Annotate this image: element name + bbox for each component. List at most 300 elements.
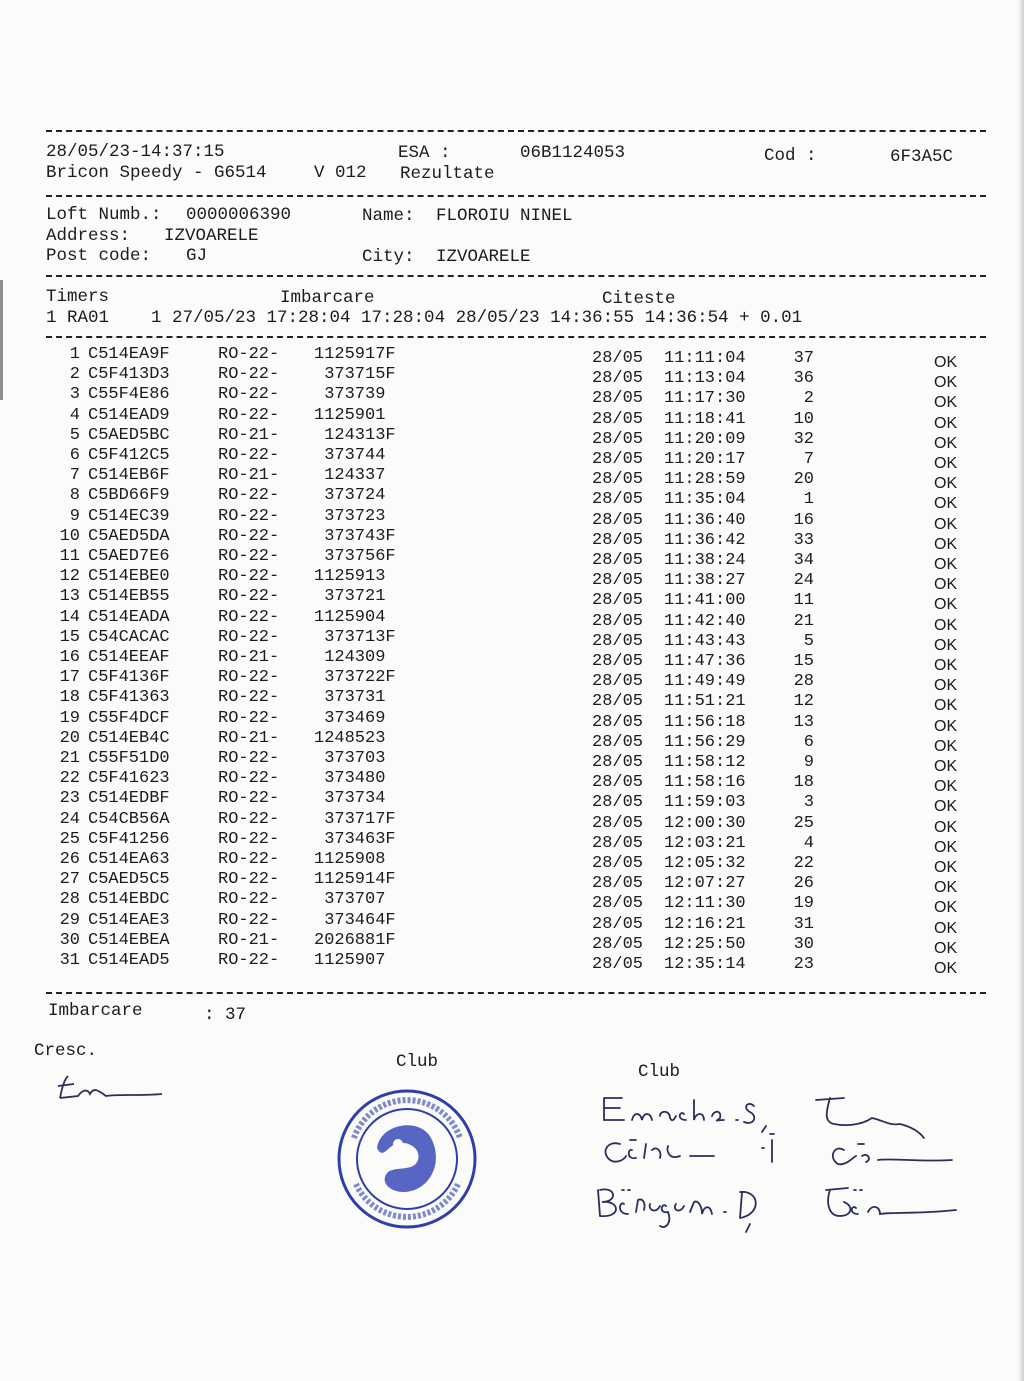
arrival-date: 28/05 xyxy=(592,591,644,611)
ring-number: 373739 xyxy=(314,385,386,405)
arrival-date: 28/05 xyxy=(592,631,644,651)
result-row xyxy=(0,466,1024,493)
ring-number: 373713F xyxy=(314,627,396,647)
result-row xyxy=(0,385,1024,412)
loft-value: 0000006390 xyxy=(186,205,292,225)
result-row xyxy=(0,789,1024,816)
result-row xyxy=(0,648,1024,674)
result-row xyxy=(0,749,1024,775)
result-row xyxy=(0,567,1024,594)
imbarcare-header: Imbarcare xyxy=(280,288,375,308)
ring-code: C514EA9F xyxy=(88,345,170,364)
ring-number: 373744 xyxy=(314,446,386,465)
basket-position: 18 xyxy=(793,773,814,793)
ring-country: RO-22- xyxy=(218,627,280,647)
ring-number: 373722F xyxy=(314,668,396,688)
basket-position: 24 xyxy=(793,571,814,591)
arrival-time: 12:00:30 xyxy=(664,813,746,833)
ring-code: C5F41623 xyxy=(88,769,170,789)
ring-country: RO-22- xyxy=(218,567,280,587)
ring-country: RO-22- xyxy=(218,749,280,768)
status-badge: OK xyxy=(934,737,958,755)
arrival-time: 11:20:17 xyxy=(664,450,746,469)
ring-country: RO-22- xyxy=(218,829,280,849)
result-row xyxy=(0,627,1024,654)
status-badge: OK xyxy=(934,899,958,917)
status-badge: OK xyxy=(934,596,958,614)
status-badge: OK xyxy=(934,535,958,553)
result-row xyxy=(0,708,1024,735)
ring-code: C514EADA xyxy=(88,607,170,627)
result-row xyxy=(0,526,1024,553)
result-row xyxy=(0,809,1024,836)
esa-value: 06B1124053 xyxy=(520,143,626,163)
ring-code: C514EB4C xyxy=(88,728,170,748)
ring-country: RO-22- xyxy=(218,789,280,809)
row-index: 11 xyxy=(59,547,80,566)
arrival-date: 28/05 xyxy=(592,672,644,692)
row-index: 24 xyxy=(59,809,80,829)
ring-number: 373703 xyxy=(314,749,386,768)
ring-country: RO-22- xyxy=(218,951,280,970)
row-index: 30 xyxy=(59,930,80,950)
ring-country: RO-22- xyxy=(218,688,280,708)
basket-position: 10 xyxy=(793,409,814,429)
arrival-time: 12:25:50 xyxy=(664,934,746,954)
arrival-time: 11:17:30 xyxy=(664,389,746,409)
row-index: 22 xyxy=(59,769,80,789)
arrival-date: 28/05 xyxy=(592,611,644,631)
arrival-time: 12:03:21 xyxy=(664,833,746,853)
status-badge: OK xyxy=(934,394,958,412)
arrival-date: 28/05 xyxy=(592,934,644,954)
ring-country: RO-22- xyxy=(218,506,280,526)
row-index: 10 xyxy=(59,526,80,546)
status-badge: OK xyxy=(934,475,958,493)
row-index: 5 xyxy=(69,425,80,445)
basket-position: 20 xyxy=(793,470,814,490)
arrival-time: 11:56:29 xyxy=(664,732,746,752)
ring-country: RO-22- xyxy=(218,587,280,607)
esa-label: ESA : xyxy=(398,143,451,163)
status-badge: OK xyxy=(934,576,958,594)
ring-code: C5AED5C5 xyxy=(88,870,170,890)
arrival-time: 11:42:40 xyxy=(664,611,746,631)
divider-line xyxy=(46,130,986,132)
ring-country: RO-22- xyxy=(218,405,280,425)
row-index: 27 xyxy=(59,870,80,890)
row-index: 26 xyxy=(59,850,80,869)
arrival-date: 28/05 xyxy=(592,854,644,873)
arrival-time: 11:18:41 xyxy=(664,409,746,429)
arrival-date: 28/05 xyxy=(592,409,644,429)
row-index: 16 xyxy=(59,648,80,667)
result-row xyxy=(0,829,1024,856)
ring-code: C5AED5DA xyxy=(88,526,170,546)
ring-number: 124309 xyxy=(314,648,386,667)
ring-country: RO-22- xyxy=(218,547,280,566)
arrival-date: 28/05 xyxy=(592,551,644,570)
row-index: 2 xyxy=(69,365,80,385)
arrival-date: 28/05 xyxy=(592,874,644,894)
basket-position: 12 xyxy=(793,692,814,712)
ring-number: 373731 xyxy=(314,688,386,708)
ring-country: RO-22- xyxy=(218,345,280,364)
row-index: 1 xyxy=(69,345,80,364)
arrival-time: 12:11:30 xyxy=(664,894,746,914)
ring-country: RO-22- xyxy=(218,910,280,930)
ring-country: RO-22- xyxy=(218,365,280,385)
arrival-time: 11:36:40 xyxy=(664,510,746,530)
basket-position: 5 xyxy=(803,631,814,651)
basket-position: 4 xyxy=(803,833,814,853)
basket-position: 36 xyxy=(793,369,814,389)
status-badge: OK xyxy=(934,495,958,513)
basket-position: 25 xyxy=(793,813,814,833)
arrival-date: 28/05 xyxy=(592,510,644,530)
status-badge: OK xyxy=(934,778,958,796)
basket-position: 33 xyxy=(793,530,814,550)
row-index: 12 xyxy=(59,567,80,587)
status-badge: OK xyxy=(934,960,958,977)
status-badge: OK xyxy=(934,879,958,897)
status-badge: OK xyxy=(934,455,958,472)
status-badge: OK xyxy=(934,838,958,856)
row-index: 23 xyxy=(59,789,80,809)
result-row xyxy=(0,910,1024,937)
ring-country: RO-22- xyxy=(218,486,280,506)
arrival-date: 28/05 xyxy=(592,450,644,469)
basket-position: 16 xyxy=(793,510,814,530)
divider-line xyxy=(46,275,986,277)
arrival-time: 11:38:24 xyxy=(664,551,746,570)
arrival-time: 11:20:09 xyxy=(664,429,746,449)
result-row xyxy=(0,425,1024,452)
timer-line: 1 RA01 1 27/05/23 17:28:04 17:28:04 28/05/23 14:36:55 14:36:54 + 0.01 xyxy=(46,308,803,328)
row-index: 19 xyxy=(59,708,80,728)
ring-code: C514EA63 xyxy=(88,850,170,869)
ring-country: RO-22- xyxy=(218,446,280,465)
report-timestamp: 28/05/23-14:37:15 xyxy=(46,142,225,162)
ring-code: C5F41363 xyxy=(88,688,170,708)
status-badge: OK xyxy=(934,859,958,876)
ring-number: 1125901 xyxy=(314,405,386,425)
ring-code: C514EAD9 xyxy=(88,405,170,425)
result-row xyxy=(0,728,1024,755)
arrival-date: 28/05 xyxy=(592,349,644,368)
device-name: Bricon Speedy - G6514 xyxy=(46,163,267,183)
arrival-time: 11:58:12 xyxy=(664,753,746,772)
club-label: Club xyxy=(638,1062,681,1082)
divider-line xyxy=(46,992,986,994)
result-row xyxy=(0,446,1024,472)
ring-code: C5F413D3 xyxy=(88,365,170,385)
basket-position: 23 xyxy=(793,955,814,974)
basket-position: 1 xyxy=(803,490,814,510)
commission-signatures xyxy=(590,1086,970,1246)
arrival-time: 11:56:18 xyxy=(664,712,746,732)
result-row xyxy=(0,405,1024,432)
arrival-date: 28/05 xyxy=(592,955,644,974)
status-badge: OK xyxy=(934,818,958,836)
arrival-time: 12:16:21 xyxy=(664,914,746,934)
arrival-time: 11:36:42 xyxy=(664,530,746,550)
ring-number: 373723 xyxy=(314,506,386,526)
divider-line xyxy=(46,336,986,338)
ring-code: C514EB6F xyxy=(88,466,170,486)
ring-number: 124337 xyxy=(314,466,386,486)
arrival-date: 28/05 xyxy=(592,369,644,389)
ring-country: RO-22- xyxy=(218,850,280,869)
ring-country: RO-22- xyxy=(218,668,280,688)
status-badge: OK xyxy=(934,657,958,674)
basket-position: 28 xyxy=(793,672,814,692)
basket-position: 11 xyxy=(793,591,814,611)
arrival-time: 11:58:16 xyxy=(664,773,746,793)
arrival-date: 28/05 xyxy=(592,833,644,853)
arrival-time: 11:43:43 xyxy=(664,631,746,651)
ring-code: C5F4136F xyxy=(88,668,170,688)
row-index: 3 xyxy=(69,385,80,405)
arrival-date: 28/05 xyxy=(592,429,644,449)
arrival-date: 28/05 xyxy=(592,490,644,510)
result-row xyxy=(0,345,1024,371)
status-badge: OK xyxy=(934,758,958,775)
basket-position: 30 xyxy=(793,934,814,954)
city-value: IZVOARELE xyxy=(436,247,531,267)
ring-number: 1125907 xyxy=(314,951,386,970)
result-row xyxy=(0,890,1024,917)
arrival-time: 11:49:49 xyxy=(664,672,746,692)
arrival-date: 28/05 xyxy=(592,914,644,934)
ring-number: 373463F xyxy=(314,829,396,849)
status-badge: OK xyxy=(934,374,958,392)
ring-country: RO-21- xyxy=(218,728,280,748)
basket-position: 3 xyxy=(803,793,814,813)
ring-country: RO-21- xyxy=(218,425,280,445)
status-badge: OK xyxy=(934,677,958,695)
city-label: City: xyxy=(362,247,415,267)
status-badge: OK xyxy=(934,919,958,937)
status-badge: OK xyxy=(934,697,958,715)
ring-code: C54CACAC xyxy=(88,627,170,647)
result-row xyxy=(0,930,1024,957)
basket-position: 26 xyxy=(793,874,814,894)
arrival-date: 28/05 xyxy=(592,692,644,712)
basket-position: 15 xyxy=(793,652,814,671)
arrival-time: 11:59:03 xyxy=(664,793,746,813)
ring-code: C55F4DCF xyxy=(88,708,170,728)
result-row xyxy=(0,607,1024,634)
status-badge: OK xyxy=(934,636,958,654)
ring-country: RO-22- xyxy=(218,708,280,728)
loft-label: Loft Numb.: xyxy=(46,205,162,225)
post-code-value: GJ xyxy=(186,246,208,266)
ring-country: RO-22- xyxy=(218,526,280,546)
ring-code: C5AED5BC xyxy=(88,425,170,445)
arrival-time: 11:28:59 xyxy=(664,470,746,490)
arrival-time: 12:35:14 xyxy=(664,955,746,974)
device-version: V 012 xyxy=(314,163,367,183)
arrival-time: 11:11:04 xyxy=(664,349,746,368)
name-label: Name: xyxy=(362,206,415,226)
row-index: 31 xyxy=(59,951,80,970)
arrival-time: 11:47:36 xyxy=(664,652,746,671)
arrival-time: 11:38:27 xyxy=(664,571,746,591)
basket-position: 2 xyxy=(803,389,814,409)
arrival-time: 11:35:04 xyxy=(664,490,746,510)
row-index: 7 xyxy=(69,466,80,486)
status-badge: OK xyxy=(934,515,958,533)
basket-position: 32 xyxy=(793,429,814,449)
ring-code: C514EBE0 xyxy=(88,567,170,587)
row-index: 21 xyxy=(59,749,80,768)
result-row xyxy=(0,850,1024,876)
basket-position: 9 xyxy=(803,753,814,772)
arrival-date: 28/05 xyxy=(592,389,644,409)
arrival-time: 11:13:04 xyxy=(664,369,746,389)
ring-number: 373480 xyxy=(314,769,386,789)
address-value: IZVOARELE xyxy=(164,226,259,246)
result-row xyxy=(0,506,1024,533)
row-index: 9 xyxy=(69,506,80,526)
arrival-time: 12:05:32 xyxy=(664,854,746,873)
ring-code: C514EBEA xyxy=(88,930,170,950)
ring-country: RO-21- xyxy=(218,466,280,486)
post-code-label: Post code: xyxy=(46,246,152,266)
basket-position: 22 xyxy=(793,854,814,873)
arrival-date: 28/05 xyxy=(592,652,644,671)
basket-position: 7 xyxy=(803,450,814,469)
result-row xyxy=(0,587,1024,614)
arrival-date: 28/05 xyxy=(592,753,644,772)
row-index: 17 xyxy=(59,668,80,688)
arrival-date: 28/05 xyxy=(592,712,644,732)
ring-country: RO-21- xyxy=(218,648,280,667)
status-badge: OK xyxy=(934,939,958,957)
ring-number: 373469 xyxy=(314,708,386,728)
ring-country: RO-22- xyxy=(218,769,280,789)
cod-label: Cod : xyxy=(764,146,817,166)
arrival-date: 28/05 xyxy=(592,470,644,490)
ring-code: C514EC39 xyxy=(88,506,170,526)
ring-code: C5F41256 xyxy=(88,829,170,849)
address-label: Address: xyxy=(46,226,131,246)
basket-position: 37 xyxy=(793,349,814,368)
result-row xyxy=(0,769,1024,796)
ring-number: 373715F xyxy=(314,365,396,385)
arrival-date: 28/05 xyxy=(592,732,644,752)
basket-position: 31 xyxy=(793,914,814,934)
ring-number: 373756F xyxy=(314,547,396,566)
result-row xyxy=(0,365,1024,392)
ring-number: 1125913 xyxy=(314,567,386,587)
ring-code: C514EEAF xyxy=(88,648,170,667)
row-index: 13 xyxy=(59,587,80,607)
breeder-signature xyxy=(50,1068,170,1108)
ring-number: 373717F xyxy=(314,809,396,829)
name-value: FLOROIU NINEL xyxy=(436,206,573,226)
row-index: 8 xyxy=(69,486,80,506)
result-row xyxy=(0,486,1024,513)
ring-number: 373464F xyxy=(314,910,396,930)
result-row xyxy=(0,688,1024,715)
ring-number: 1125904 xyxy=(314,607,386,627)
arrival-date: 28/05 xyxy=(592,894,644,914)
basket-position: 21 xyxy=(793,611,814,631)
ring-number: 1248523 xyxy=(314,728,386,748)
ring-code: C55F51D0 xyxy=(88,749,170,768)
cod-value: 6F3A5C xyxy=(890,147,954,167)
status-badge: OK xyxy=(934,354,958,371)
result-row xyxy=(0,668,1024,695)
row-index: 6 xyxy=(69,446,80,465)
basket-position: 34 xyxy=(793,551,814,570)
row-index: 28 xyxy=(59,890,80,910)
ring-code: C514EAE3 xyxy=(88,910,170,930)
status-badge: OK xyxy=(934,414,958,432)
imbarcare-total-label: Imbarcare xyxy=(48,1001,143,1021)
club-label: Club xyxy=(396,1052,439,1072)
ring-number: 2026881F xyxy=(314,930,396,950)
ring-number: 124313F xyxy=(314,425,396,445)
arrival-date: 28/05 xyxy=(592,571,644,591)
status-badge: OK xyxy=(934,556,958,573)
status-badge: OK xyxy=(934,434,958,452)
arrival-time: 11:51:21 xyxy=(664,692,746,712)
divider-line xyxy=(46,195,986,197)
ring-code: C514EDBF xyxy=(88,789,170,809)
status-badge: OK xyxy=(934,717,958,735)
ring-number: 373734 xyxy=(314,789,386,809)
ring-country: RO-21- xyxy=(218,930,280,950)
row-index: 25 xyxy=(59,829,80,849)
ring-country: RO-22- xyxy=(218,809,280,829)
ring-code: C5AED7E6 xyxy=(88,547,170,566)
row-index: 15 xyxy=(59,627,80,647)
timers-label: Timers xyxy=(46,287,110,307)
ring-code: C514EB55 xyxy=(88,587,170,607)
basket-position: 19 xyxy=(793,894,814,914)
row-index: 29 xyxy=(59,910,80,930)
result-row xyxy=(0,547,1024,573)
citeste-header: Citeste xyxy=(602,289,676,309)
cresc-label: Cresc. xyxy=(34,1041,98,1061)
ring-code: C5F412C5 xyxy=(88,446,170,465)
arrival-date: 28/05 xyxy=(592,530,644,550)
ring-code: C514EBDC xyxy=(88,890,170,910)
arrival-date: 28/05 xyxy=(592,773,644,793)
basket-position: 13 xyxy=(793,712,814,732)
ring-number: 373743F xyxy=(314,526,396,546)
row-index: 18 xyxy=(59,688,80,708)
ring-country: RO-22- xyxy=(218,385,280,405)
ring-number: 373724 xyxy=(314,486,386,506)
row-index: 20 xyxy=(59,728,80,748)
ring-code: C5BD66F9 xyxy=(88,486,170,506)
status-badge: OK xyxy=(934,616,958,634)
basket-position: 6 xyxy=(803,732,814,752)
ring-number: 373721 xyxy=(314,587,386,607)
ring-number: 1125914F xyxy=(314,870,396,890)
ring-code: C54CB56A xyxy=(88,809,170,829)
ring-country: RO-22- xyxy=(218,870,280,890)
row-index: 4 xyxy=(69,405,80,425)
result-row xyxy=(0,870,1024,897)
ring-code: C514EAD5 xyxy=(88,951,170,970)
club-stamp xyxy=(332,1088,482,1230)
arrival-time: 12:07:27 xyxy=(664,874,746,894)
